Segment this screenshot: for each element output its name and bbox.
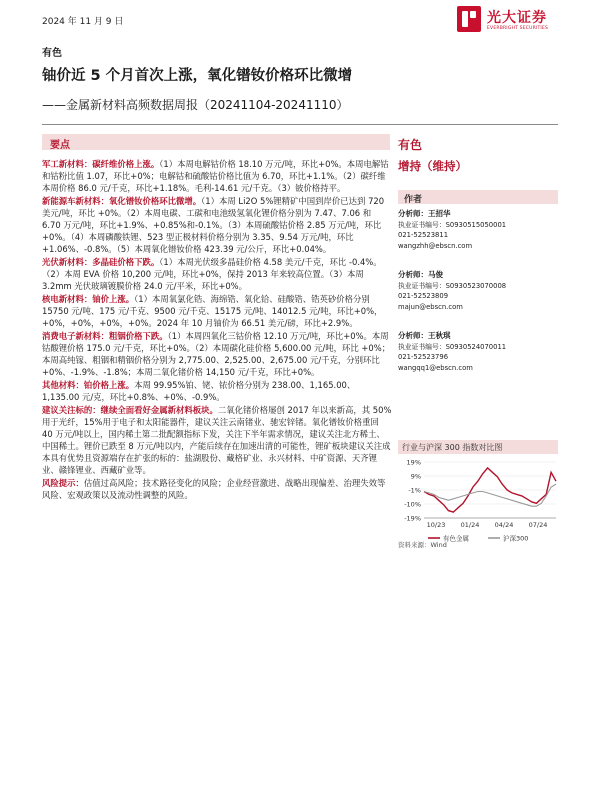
analyst-cert: 执业证书编号：S0930515050001 (398, 220, 507, 229)
paragraph-text: 本周 99.95%铂、铑、铱价格分别为 238.00、1,165.00、1,135.00 元/克，环比+0.8%、+0%、-0.9%。 (42, 380, 356, 402)
paragraph-text: 估值过高风险；技术路径变化的风险；企业经营激进、战略出现偏差、治理失效等风险、宏观政策以及流动性调整的风险。 (42, 478, 386, 500)
paragraph-text: （1）本周电解钴价格 18.10 万元/吨，环比+0%。本周电解钴和钴粉比值 1.07，环比+0%；电解钴和硫酸钴价格比值为 6.70，环比+1.1%。（2）碳纤维本周价格 86.0 元/千克，环比+1.18%。毛利-14.61 元/千克。（3）铍价格持平。 (42, 159, 389, 193)
analyst-cert: 执业证书编号：S0930524070011 (398, 342, 507, 351)
sidebar-industry: 有色 (398, 138, 423, 152)
paragraph-heading: 核电新材料：铀价上涨。 (42, 294, 135, 304)
y-tick-label: 9% (410, 472, 421, 481)
x-tick-label: 04/24 (494, 521, 514, 529)
brand-name-en: EVERBRIGHT SECURITIES (487, 26, 549, 31)
paragraph-risk (42, 477, 392, 501)
analyst-phone: 021-52523796 (398, 353, 449, 361)
industry-vs-index-chart (398, 456, 560, 552)
y-tick-label: -19% (404, 514, 421, 523)
report-subtitle: ——金属新材料高频数据周报（20241104-20241110） (42, 98, 349, 112)
paragraph-heading: 军工新材料：碳纤维价格上涨。 (42, 159, 160, 169)
analyst-name: 分析师：王秋琪 (398, 331, 451, 340)
legend-label: 沪深300 (503, 534, 529, 543)
y-tick-label: -1% (408, 486, 421, 495)
paragraph-nuclear (42, 293, 392, 329)
paragraph-text: （1）本周 Li2O 5%锂精矿中国到岸价已达到 720 美元/吨，环比 +0%。（2）本周电碳、工碳和电池级氢氧化锂价格分别为 7.47、7.06 和 6.70 万元/吨，环比+1.9%、+0.85%和-0.1%。（3）本周硫酸钴价格 2.85 万元/吨，环比+0%。（4）本周磷酸铁锂、523 型正极材料价格分别为 3.35、9.54 万元/吨，环比+1.06%、-0.8%。（5）本周氧化镨钕价格 423.39 元/公斤，环比+0.04%。 (42, 196, 385, 254)
paragraph-heading: 消费电子新材料：粗铟价格下跌。 (42, 331, 168, 341)
chart-source: 资料来源：Wind (398, 541, 447, 549)
paragraph-text: （1）本周氧氯化锆、海绵锆、氧化铪、硅酸锆、锆英砂价格分别 15750 元/吨、175 元/千克、9500 元/千克、15175 元/吨、14012.5 元/吨，环比+0%，+0%，+0%，+0%，+0%。2024 年 10 月铀价为 66.51 美元/磅，环比+2.9%。 (42, 294, 383, 328)
paragraph-text: 二氧化锗价格屡创 2017 年以来新高，其 50%用于光纤，15%用于电子和太阳能器件，建议关注云南锗业、驰宏锌锗。氧化镨钕价格重回 40 万元/吨以上，国内稀土第二批配额指标下发，关注下半年需求情况，建议关注北方稀土、中国稀土。锂价已跌至 8 万元/吨以内，产能后续存在加速出清的可能性，锂矿板块建议关注成本具有优势且资源端存在扩张的标的：盐湖股份、藏格矿业、永兴材料、中矿资源、天齐锂业、赣锋锂业、西藏矿业等。 (42, 405, 392, 475)
paragraph-heading: 光伏新材料：多晶硅价格下跌。 (42, 257, 160, 267)
legend-label: 有色金属 (443, 534, 469, 543)
brand-logo-icon (457, 6, 481, 32)
analyst-name: 分析师：王招华 (398, 209, 451, 218)
analyst-email[interactable]: wangzhh@ebscn.com (398, 241, 473, 250)
paragraph-consumer (42, 330, 392, 378)
x-tick-label: 10/23 (426, 521, 446, 529)
key-points-body (42, 158, 392, 502)
report-date: 2024 年 11 月 9 日 (42, 17, 124, 27)
analyst-email[interactable]: majun@ebscn.com (398, 302, 463, 311)
sidebar-rating: 增持（维持） (398, 159, 467, 173)
analyst-name: 分析师：马俊 (398, 270, 443, 279)
brand-name: 光大证券 (487, 10, 547, 26)
key-points-title: 要点 (50, 140, 70, 151)
paragraph-military (42, 158, 392, 194)
analyst-phone: 021-52523809 (398, 292, 449, 300)
paragraph-heading: 其他材料：铂价格上涨。 (42, 380, 135, 390)
brand-logo (457, 6, 577, 36)
x-tick-label: 07/24 (528, 521, 548, 529)
key-points-header-bar (42, 134, 390, 150)
paragraph-heading: 新能源车新材料：氧化镨钕价格环比微增。 (42, 196, 202, 206)
analyst-card (398, 270, 558, 312)
analyst-card (398, 331, 558, 373)
y-tick-label: 19% (406, 458, 421, 467)
authors-title: 作者 (404, 195, 423, 205)
paragraph-other (42, 379, 392, 403)
analyst-phone: 021-52523811 (398, 231, 449, 239)
paragraph-text: （1）本周四氧化三钴价格 12.10 万元/吨，环比+0%。本周钴酸锂价格 175.0 元/千克，环比+0%。（2）本周碳化硅价格 5,600.00 元/吨，环比 +0%；本周高纯镓、粗铟和精铟价格分别为 2,775.00、2,525.00、2,675.00 元/千克，分别环比+0%、-1.9%、-1.8%；本周二氧化锗价格 14,150 元/千克，环比+0%。 (42, 331, 391, 377)
analyst-cert: 执业证书编号：S0930523070008 (398, 281, 507, 290)
analyst-card (398, 209, 558, 251)
paragraph-text: （1）本周光伏级多晶硅价格 4.58 美元/千克，环比 -0.4%。（2）本周 EVA 价格 10,200 元/吨，环比+0%，保持 2013 年来较高位置。（3）本周 3.2mm 光伏玻璃镀膜价格 24.0 元/平米，环比+0%。 (42, 257, 382, 291)
paragraph-recommend (42, 404, 392, 476)
x-tick-label: 01/24 (460, 521, 480, 529)
header-divider (42, 124, 558, 125)
y-tick-label: -10% (404, 500, 421, 509)
chart-title: 行业与沪深 300 指数对比图 (402, 443, 503, 452)
industry-label: 有色 (42, 48, 62, 59)
paragraph-ev (42, 195, 392, 255)
report-title: 铀价近 5 个月首次上涨，氧化镨钕价格环比微增 (42, 68, 353, 84)
analyst-email[interactable]: wangqq1@ebscn.com (398, 363, 473, 372)
paragraph-heading: 风险提示： (42, 478, 84, 488)
paragraph-pv (42, 256, 392, 292)
paragraph-heading: 建议关注标的：继续全面看好金属新材料板块。 (42, 405, 218, 415)
